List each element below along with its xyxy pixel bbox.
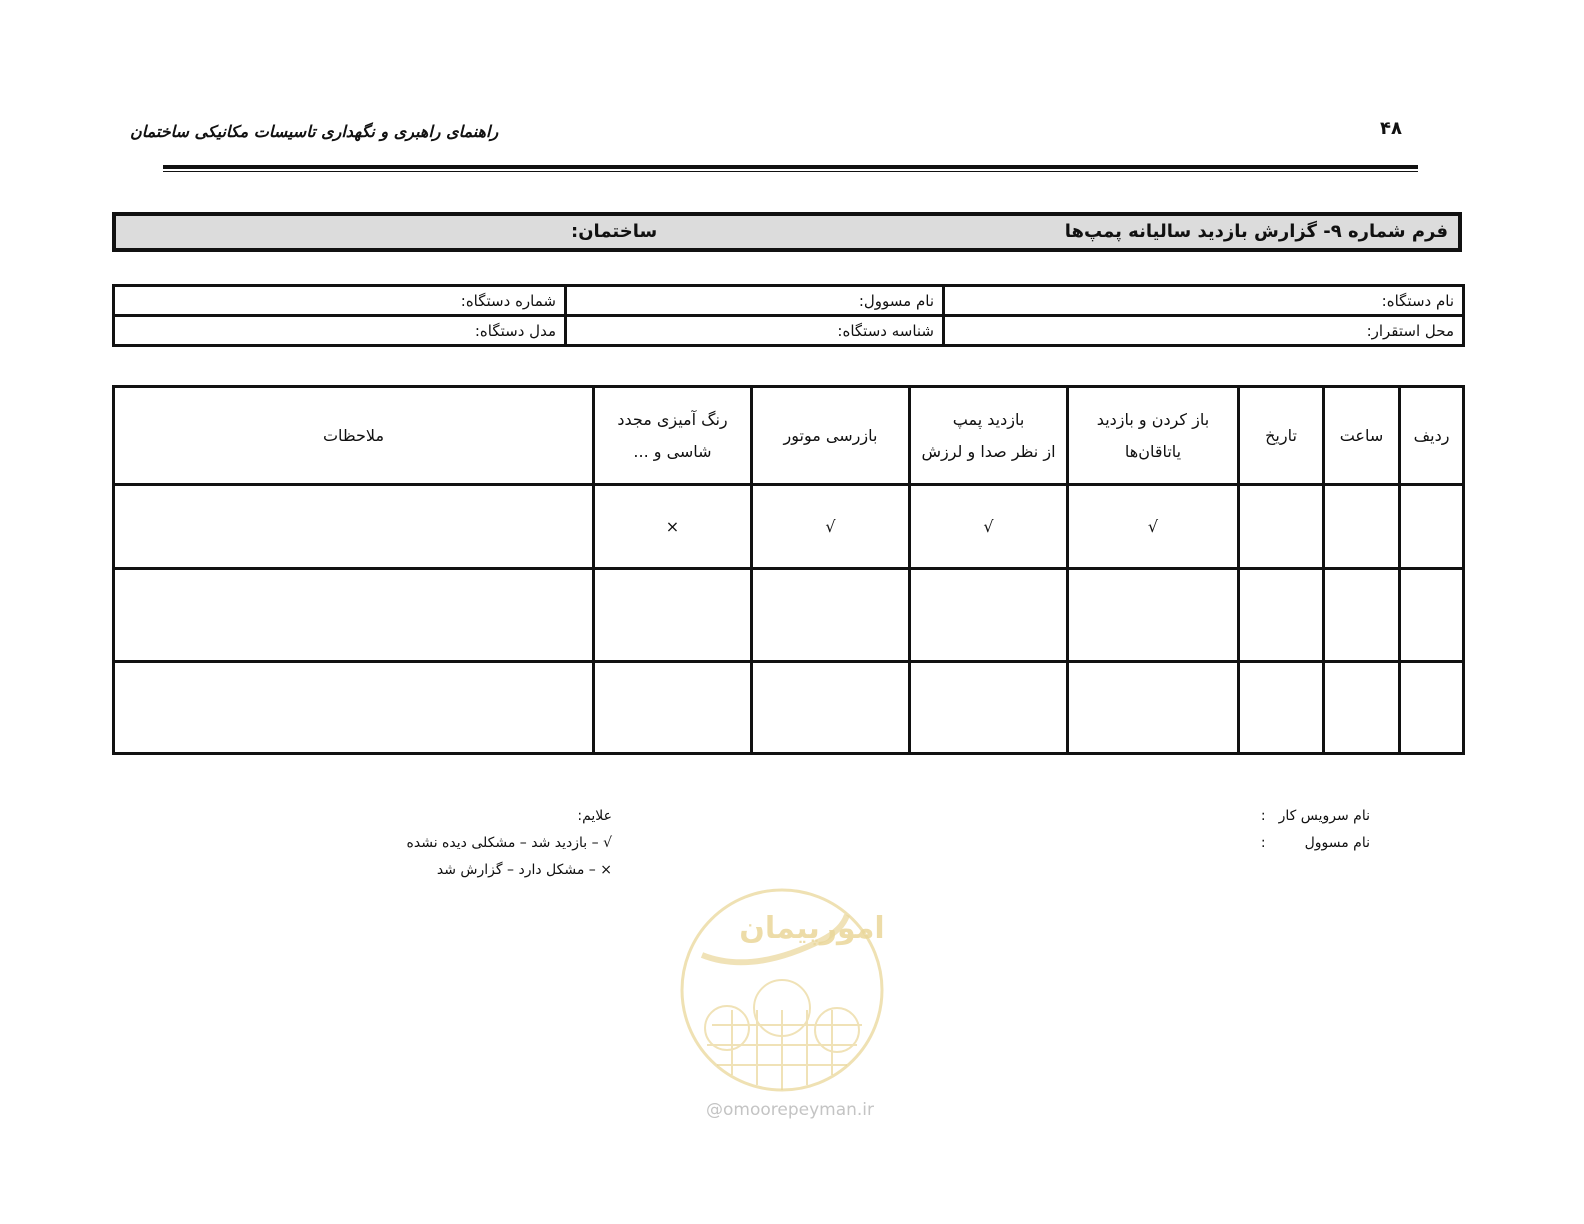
cell-pump[interactable] <box>910 569 1068 662</box>
cell-remarks[interactable] <box>114 485 594 569</box>
cell-date[interactable] <box>1239 485 1324 569</box>
legend-cross-line: × – مشکل دارد – گزارش شد <box>436 862 612 878</box>
table-row <box>114 485 1464 569</box>
col-date: تاریخ <box>1239 387 1324 485</box>
signoff-block <box>1160 803 1370 857</box>
col-bearings-line1: باز کردن و بازدید <box>1096 409 1210 429</box>
inspection-table <box>112 385 1465 755</box>
info-row-2 <box>114 316 1464 346</box>
cell-row-number[interactable] <box>1400 662 1464 754</box>
col-paint-line1: رنگ آمیزی مجدد <box>617 409 728 429</box>
col-pump-check <box>910 387 1068 485</box>
cell-row-number[interactable] <box>1400 569 1464 662</box>
service-name-row <box>1160 803 1370 830</box>
cell-remarks[interactable] <box>114 569 594 662</box>
page-number: ۴۸ <box>1380 118 1402 139</box>
col-pump-line1: بازدید پمپ <box>952 409 1025 429</box>
cell-bearings[interactable] <box>1068 662 1239 754</box>
device-number-field[interactable]: شماره دستگاه: <box>114 286 566 316</box>
header-rule-thick <box>163 165 1418 169</box>
cell-motor-check-mark[interactable]: √ <box>752 485 910 569</box>
col-pump-line2: از نظر صدا و لرزش <box>921 441 1056 461</box>
cell-pump[interactable] <box>910 662 1068 754</box>
col-repainting <box>594 387 752 485</box>
device-id-field[interactable]: شناسه دستگاه: <box>566 316 944 346</box>
col-bearings-line2: یاتاقان‌ها <box>1124 441 1182 461</box>
cell-bearings-check-mark[interactable]: √ <box>1068 485 1239 569</box>
cell-bearings[interactable] <box>1068 569 1239 662</box>
col-paint-line2: شاسی و ... <box>633 441 712 461</box>
table-header-row <box>114 387 1464 485</box>
responsible-row <box>1160 830 1370 857</box>
device-model-field[interactable]: مدل دستگاه: <box>114 316 566 346</box>
watermark-url: @omoorepeyman.ir <box>705 1100 875 1120</box>
book-title: راهنمای راهبری و نگهداری تاسیسات مکانیکی ساختمان <box>130 122 499 141</box>
form-title: فرم شماره ۹- گزارش بازدید سالیانه پمپ‌ها <box>1064 221 1448 242</box>
watermark-logo <box>672 880 892 1130</box>
cell-date[interactable] <box>1239 569 1324 662</box>
building-label: ساختمان: <box>571 221 658 242</box>
responsible-name-field[interactable]: نام مسوول: <box>566 286 944 316</box>
form-title-bar <box>112 212 1462 252</box>
col-remarks: ملاحظات <box>114 387 594 485</box>
info-row-1 <box>114 286 1464 316</box>
cell-time[interactable] <box>1324 569 1400 662</box>
col-row-number: ردیف <box>1400 387 1464 485</box>
responsible-label: نام مسوول <box>1304 835 1370 851</box>
table-row <box>114 569 1464 662</box>
cell-remarks[interactable] <box>114 662 594 754</box>
logo-lettering: امورپیمان <box>739 911 885 946</box>
cell-date[interactable] <box>1239 662 1324 754</box>
installation-location-field[interactable]: محل استقرار: <box>944 316 1464 346</box>
service-name-colon: : <box>1260 808 1266 824</box>
cell-motor[interactable] <box>752 662 910 754</box>
cell-time[interactable] <box>1324 662 1400 754</box>
cell-paint[interactable] <box>594 662 752 754</box>
gear-icon <box>705 1006 749 1050</box>
cell-motor[interactable] <box>752 569 910 662</box>
col-motor-inspection: بازرسی موتور <box>752 387 910 485</box>
legend <box>380 803 612 884</box>
cell-row-number[interactable] <box>1400 485 1464 569</box>
legend-check-line: √ – بازدید شد – مشکلی دیده نشده <box>406 835 612 851</box>
cell-time[interactable] <box>1324 485 1400 569</box>
cell-paint[interactable] <box>594 569 752 662</box>
legend-title: علایم: <box>577 808 612 824</box>
cell-paint-cross-mark[interactable]: × <box>594 485 752 569</box>
col-bearings <box>1068 387 1239 485</box>
header-rule-thin <box>163 171 1418 172</box>
table-row <box>114 662 1464 754</box>
device-info-table <box>112 284 1465 347</box>
col-time: ساعت <box>1324 387 1400 485</box>
service-name-label: نام سرویس کار <box>1278 808 1370 824</box>
device-name-field[interactable]: نام دستگاه: <box>944 286 1464 316</box>
responsible-colon: : <box>1260 835 1266 851</box>
cell-pump-check-mark[interactable]: √ <box>910 485 1068 569</box>
